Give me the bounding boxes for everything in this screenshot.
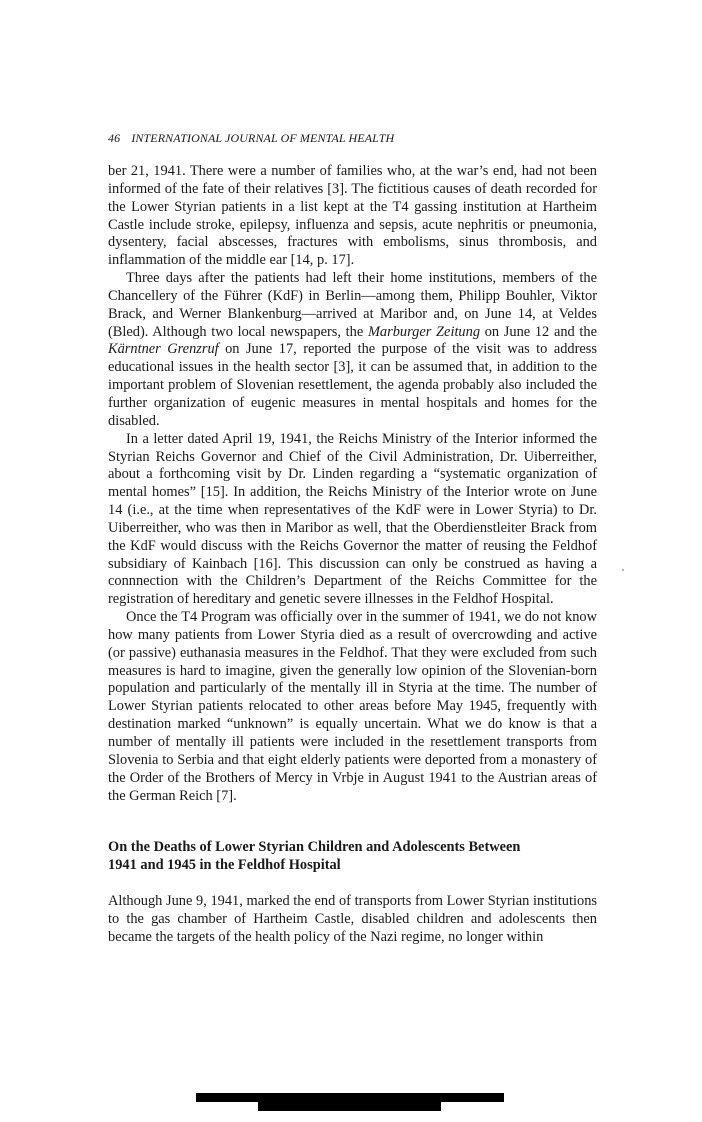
scan-speck [622,569,624,571]
page-number: 46 [108,131,121,145]
footer-redaction-bar-bottom [258,1102,441,1111]
body-text [108,163,597,805]
paragraph-2-text-c: on June 17, reported the purpose of the visit was to address educational issues in the health sector [3], it can be assumed that, in addition to the important problem of Slovenian resettlement, the agenda probably also included the further organization of eugenic measures in mental hospitals and homes for the disabled. [108,341,597,429]
paragraph-4-text: Once the T4 Program was officially over in the summer of 1941, we do not know how many patients from Lower Styria died as a result of overcrowding and active (or passive) euthanasia measures in the Feldhof. That they were excluded from such measures is hard to imagine, given the generally low opinion of the Slovenian-born population and particularly of the mentally ill in Styria at the time. The number of Lower Styrian patients relocated to other areas before May 1945, frequently with destination marked “unknown” is equally uncertain. What we do know is that a number of mentally ill patients were included in the resettlement transports from Slovenia to Serbia and that eight elderly patients were deported from a monastery of the Order of the Brothers of Mercy in Vrbje in August 1941 to the Austrian areas of the German Reich [7]. [108,609,597,804]
running-head [108,131,394,146]
paragraph-2-text-b: on June 12 and the [480,323,597,340]
section-heading-line-2: 1941 and 1945 in the Feldhof Hospital [108,857,341,873]
paragraph-3-text: In a letter dated April 19, 1941, the Reichs Ministry of the Interior informed the Styrian Reichs Governor and Chief of the Civil Administration, Dr. Uiberreither, about a forthcoming visit by Dr. Linden regarding a “systematic organization of mental homes” [15]. In addition, the Reichs Ministry of the Interior wrote on June 14 (i.e., at the time when representatives of the KdF were in Lower Styria) to Dr. Uiberreither, who was then in Maribor as well, that the Oberdienstleiter Brack from the KdF would discuss with the Reichs Governor the matter of reusing the Feldhof subsidiary of Kainbach [16]. This discussion can only be construed as having a connnection with the Children’s Department of the Reichs Committee for the registration of hereditary and genetic severe illnesses in the Feldhof Hospital. [108,430,597,608]
paragraph-3 [108,431,597,609]
newspaper-title-karntner-grenzruf: Kärntner Grenzruf [108,341,219,358]
closing-body-text [108,892,597,946]
paragraph-5: Although June 9, 1941, marked the end of transports from Lower Styrian institutions to the gas chamber of Hartheim Castle, disabled children and adolescents then became the targets of the health policy of the Nazi regime, no longer within [108,893,597,945]
section-heading [108,838,597,874]
paragraph-2 [108,270,597,431]
paragraph-2-text-a: Three days after the patients had left their home institutions, members of the Chancellery of the Führer (KdF) in Berlin—among them, Philipp Bouhler, Viktor Brack, and Werner Blankenburg—arrived at Maribor and, on June 14, at Veldes (Bled). Although two local newspapers, the [108,270,597,340]
paragraph-4 [108,609,597,805]
paragraph-1 [108,163,597,270]
section-heading-line-1: On the Deaths of Lower Styrian Children and Adolescents Between [108,839,521,855]
paragraph-1-text: ber 21, 1941. There were a number of families who, at the war’s end, had not been informed of the fate of their relatives [3]. The fictitious causes of death recorded for the Lower Styrian patients in a list kept at the T4 gassing institution at Hartheim Castle include stroke, epilepsy, influenza and sepsis, acute nephritis or pneumonia, dysentery, facial abscesses, fractures with embolisms, sinus thrombosis, and inflammation of the middle ear [14, p. 17]. [108,163,597,269]
newspaper-title-marburger-zeitung: Marburger Zeitung [367,323,481,340]
footer-redaction-bar-top [196,1093,504,1102]
journal-title: INTERNATIONAL JOURNAL OF MENTAL HEALTH [131,131,395,145]
